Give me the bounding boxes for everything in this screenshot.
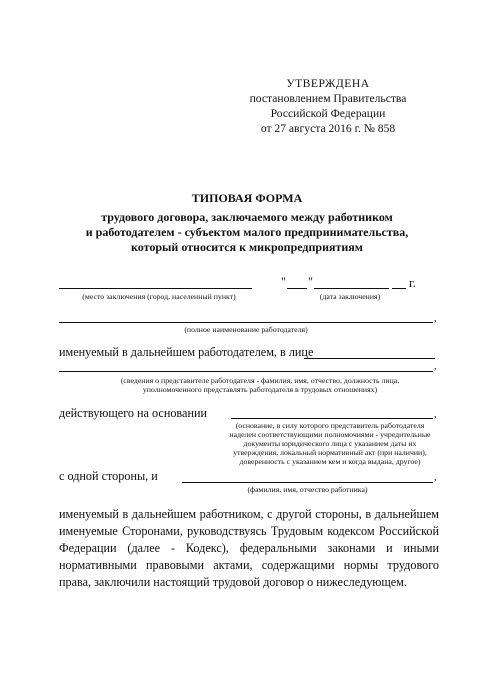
approval-block (228, 76, 428, 136)
year-field[interactable] (392, 288, 406, 289)
quote-close: " (308, 275, 313, 289)
represented-label: именуемый в дальнейшем работодателем, в лице (59, 345, 314, 359)
place-hint: (место заключения (город, населенный пункт) (82, 292, 236, 301)
year-suffix: г. (409, 276, 416, 290)
form-subtitle-line1: трудового договора, заключаемого между работником (101, 210, 393, 224)
place-field[interactable] (59, 288, 252, 289)
approval-country: Российской Федерации (270, 107, 386, 120)
basis-hint-5: доверенность с указанием кем и когда выдана, другое) (239, 457, 421, 466)
basis-hint-4: утверждения, локальный нормативный акт (при наличии), (233, 448, 427, 457)
form-subtitle-line2: и работодателем - субъектом малого предпринимательства, (85, 225, 409, 239)
approval-decree: постановлением Правительства (249, 92, 407, 105)
quote-open: " (281, 275, 286, 289)
employee-comma: , (434, 472, 437, 483)
form-subtitle-line3: который относится к микропредприятиям (131, 240, 363, 254)
basis-comma: , (434, 409, 437, 420)
employee-name-field[interactable] (182, 482, 433, 483)
representative-field[interactable] (304, 358, 435, 359)
day-field[interactable] (287, 288, 307, 289)
employee-name-hint: (фамилия, имя, отчество работника) (247, 485, 368, 494)
one-side-label: с одной стороны, и (59, 469, 158, 483)
basis-hint-3: документы юридического лица с указанием даты их (243, 439, 417, 448)
representative-hint-2: уполномоченного представлять работодателя в трудовых отношениях) (142, 385, 378, 394)
representative-field-2[interactable] (59, 371, 433, 372)
employer-name-comma: , (434, 313, 437, 324)
date-hint: (дата заключения) (319, 292, 381, 301)
month-field[interactable] (314, 288, 389, 289)
form-title: ТИПОВАЯ ФОРМА (191, 191, 303, 205)
employer-name-field[interactable] (59, 322, 433, 323)
agreement-paragraph: именуемый в дальнейшем работником, с другой стороны, в дальнейшем именуемые Сторонами, руководствуясь Трудовым кодексом Российской Федерации (далее - Кодекс), федеральными законами и иными нормативными правовыми актами, содержащими нормы трудового права, заключили настоящий трудовой договор о нижеследующем. (59, 507, 439, 589)
basis-hint-1: (основание, в силу которого представитель работодателя (235, 421, 425, 430)
basis-hint-2: наделен соответствующими полномочиями - учредительные (229, 430, 431, 439)
basis-field[interactable] (231, 418, 433, 419)
acting-label: действующего на основании (59, 406, 208, 420)
representative-comma: , (434, 361, 437, 372)
employer-name-hint: (полное наименование работодателя) (184, 325, 308, 334)
approval-heading: УТВЕРЖДЕНА (286, 77, 370, 90)
approval-date: от 27 августа 2016 г. № 858 (260, 122, 396, 135)
representative-hint-1: (сведения о представителе работодателя - фамилия, имя, отчество, должность лица, (120, 376, 400, 385)
